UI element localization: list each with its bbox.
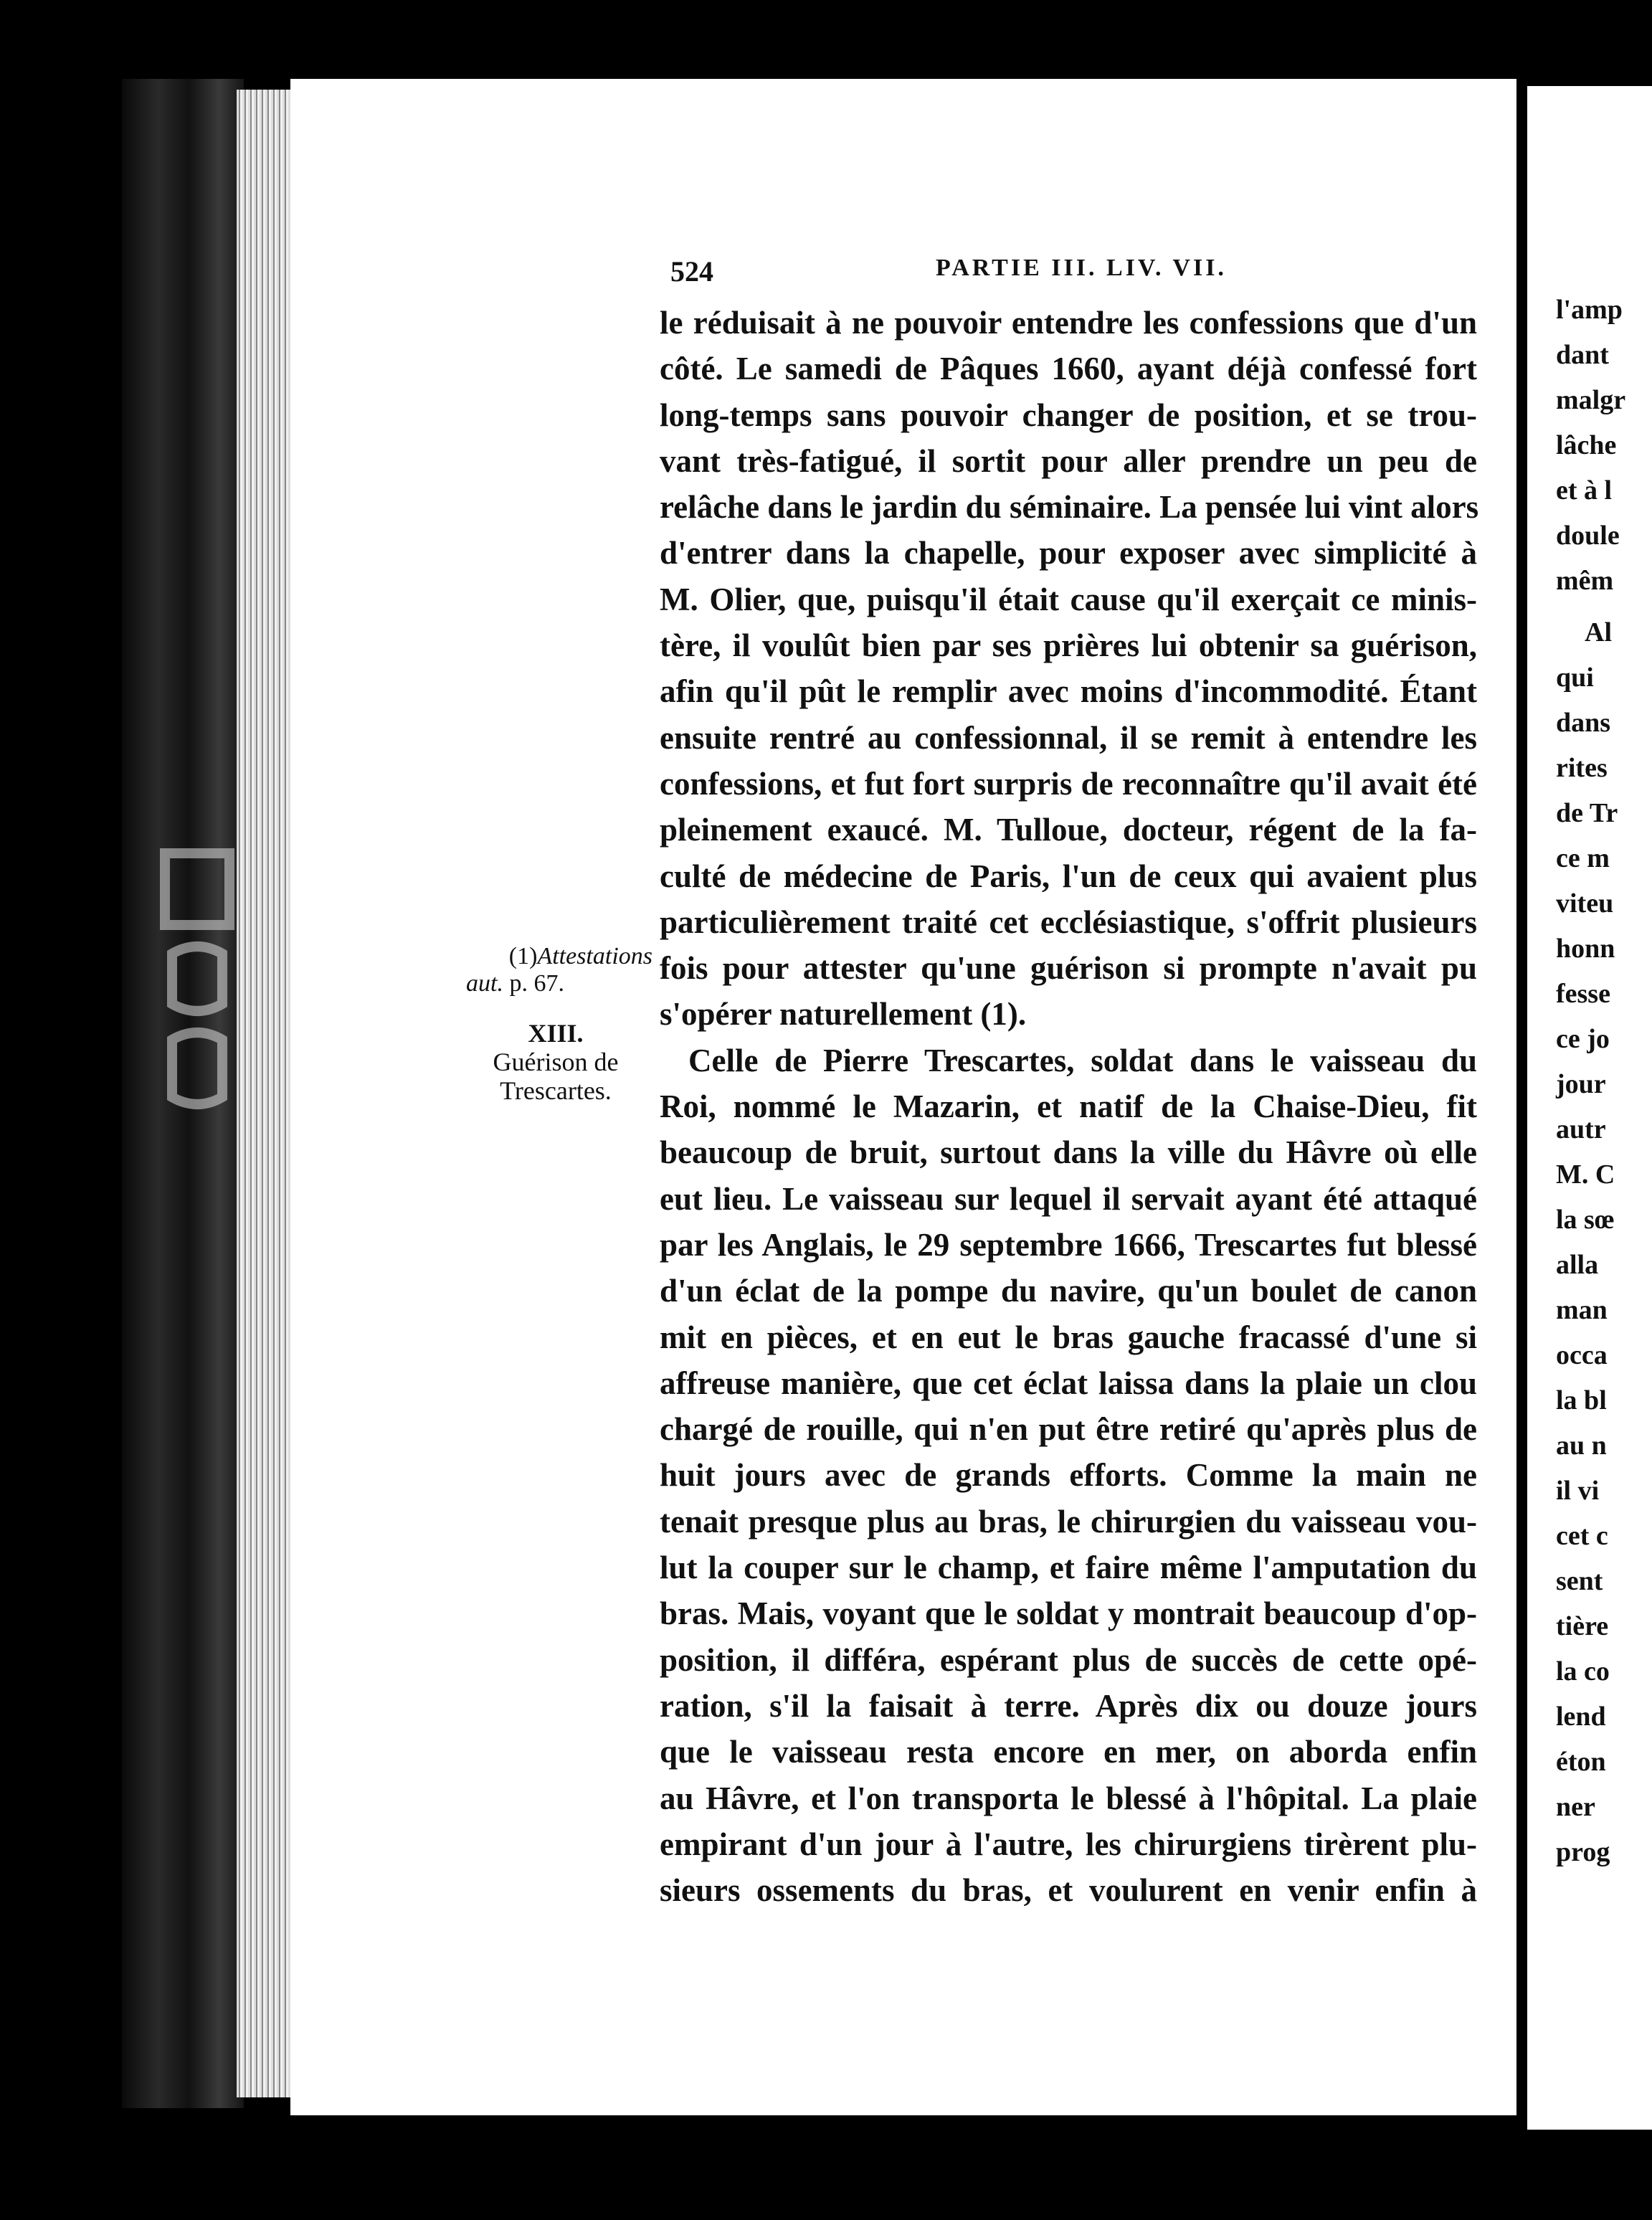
text-line: Roi, nommé le Mazarin, et natif de la Chaise-Dieu, fit xyxy=(660,1088,1477,1125)
text-line: eut lieu. Le vaisseau sur lequel il servait ayant été attaqué xyxy=(660,1180,1477,1217)
footnote-source: Attestations xyxy=(537,943,652,969)
facing-fragment: l'amp xyxy=(1556,295,1623,325)
facing-fragment: prog xyxy=(1556,1837,1610,1867)
facing-fragment: la co xyxy=(1556,1656,1610,1687)
text-line: chargé de rouille, qui n'en put être retiré qu'après plus de xyxy=(660,1411,1477,1448)
facing-fragment: au n xyxy=(1556,1431,1607,1461)
text-line: tenait presque plus au bras, le chirurgien du vaisseau vou- xyxy=(660,1503,1477,1540)
facing-fragment: éton xyxy=(1556,1747,1606,1777)
text-line: d'entrer dans la chapelle, pour exposer avec simplicité à xyxy=(660,535,1477,571)
facing-fragment: la sœ xyxy=(1556,1205,1615,1235)
facing-fragment: mêm xyxy=(1556,566,1614,596)
margin-notes xyxy=(459,943,652,1105)
text-line: long-temps sans pouvoir changer de position, et se trou- xyxy=(660,397,1477,433)
facing-fragment: man xyxy=(1556,1295,1608,1325)
facing-fragment: de Tr xyxy=(1556,798,1618,828)
text-line: sieurs ossements du bras, et voulurent en venir enfin à xyxy=(660,1872,1477,1909)
facing-fragment: dant xyxy=(1556,340,1609,370)
text-line: lut la couper sur le champ, et faire même l'amputation du xyxy=(660,1550,1477,1586)
text-line: relâche dans le jardin du séminaire. La pensée lui vint alors xyxy=(660,489,1479,526)
text-line: vant très-fatigué, il sortit pour aller prendre un peu de xyxy=(660,442,1477,479)
text-line: afin qu'il pût le remplir avec moins d'incommodité. Étant xyxy=(660,673,1477,710)
text-line: mit en pièces, et en eut le bras gauche fracassé d'une si xyxy=(660,1319,1477,1355)
section-title-line-2: Trescartes. xyxy=(500,1076,612,1105)
text-line: fois pour attester qu'une guérison si prompte n'avait pu xyxy=(660,950,1477,987)
facing-fragment: honn xyxy=(1556,934,1615,964)
text-line: Celle de Pierre Trescartes, soldat dans le vaisseau du xyxy=(688,1042,1477,1078)
facing-fragment: dans xyxy=(1556,708,1611,738)
facing-fragment: jour xyxy=(1556,1069,1606,1099)
footnote-reference xyxy=(459,943,652,970)
running-head xyxy=(670,255,1473,290)
facing-fragment: viteu xyxy=(1556,888,1614,919)
footnote-page: p. 67. xyxy=(509,970,564,997)
section-number: XIII. xyxy=(528,1019,584,1048)
facing-fragment: qui xyxy=(1556,663,1594,693)
text-line: pleinement exaucé. M. Tulloue, docteur, régent de la fa- xyxy=(660,812,1477,848)
text-line: position, il différa, espérant plus de succès de cette opé- xyxy=(660,1641,1477,1678)
facing-fragment: Al xyxy=(1585,617,1612,648)
text-line: par les Anglais, le 29 septembre 1666, Trescartes fut blessé xyxy=(660,1226,1477,1263)
text-line: s'opérer naturellement (1). xyxy=(660,996,1027,1033)
text-line: empirant d'un jour à l'autre, les chirurgiens tirèrent plu- xyxy=(660,1826,1477,1862)
facing-fragment: occa xyxy=(1556,1340,1608,1370)
library-stamp-icon xyxy=(158,846,237,1119)
facing-fragment: la bl xyxy=(1556,1385,1607,1415)
text-line: au Hâvre, et l'on transporta le blessé à l'hôpital. La plaie xyxy=(660,1780,1477,1816)
text-line: M. Olier, que, puisqu'il était cause qu'il exerçait ce minis- xyxy=(660,581,1477,617)
page-edges xyxy=(237,90,294,2097)
text-line: côté. Le samedi de Pâques 1660, ayant déjà confessé fort xyxy=(660,351,1477,387)
facing-fragment: alla xyxy=(1556,1250,1599,1280)
facing-fragment: ce jo xyxy=(1556,1024,1610,1054)
page-number: 524 xyxy=(670,255,713,288)
text-line: le réduisait à ne pouvoir entendre les confessions que d'un xyxy=(660,305,1477,341)
text-line: particulièrement traité cet ecclésiastique, s'offrit plusieurs xyxy=(660,903,1477,940)
facing-fragment: M. C xyxy=(1556,1159,1615,1190)
facing-fragment: lâche xyxy=(1556,430,1617,460)
text-line: d'un éclat de la pompe du navire, qu'un boulet de canon xyxy=(660,1273,1477,1309)
text-line: huit jours avec de grands efforts. Comme la main ne xyxy=(660,1457,1477,1494)
facing-fragment: ner xyxy=(1556,1792,1595,1822)
header-title: PARTIE III. LIV. VII. xyxy=(936,255,1227,281)
section-title-line-1: Guérison de xyxy=(493,1048,619,1076)
facing-fragment: autr xyxy=(1556,1114,1606,1144)
body-text xyxy=(660,300,1477,1913)
text-line: ensuite rentré au confessionnal, il se remit à entendre les xyxy=(660,719,1477,756)
facing-fragment: lend xyxy=(1556,1702,1606,1732)
footnote-reference-line-2 xyxy=(459,970,652,997)
text-line: beaucoup de bruit, surtout dans la ville du Hâvre où elle xyxy=(660,1134,1477,1171)
text-line: confessions, et fut fort surpris de reconnaître qu'il avait été xyxy=(660,765,1477,802)
text-line: culté de médecine de Paris, l'un de ceux qui avaient plus xyxy=(660,858,1477,894)
text-line: que le vaisseau resta encore en mer, on aborda enfin xyxy=(660,1734,1477,1770)
facing-page xyxy=(1527,86,1652,2130)
facing-fragment: et à l xyxy=(1556,475,1613,506)
footnote-marker: (1) xyxy=(508,943,538,969)
section-sidenote xyxy=(459,1019,652,1105)
footnote-abbrev: aut. xyxy=(466,970,503,997)
facing-fragment: cet c xyxy=(1556,1521,1608,1551)
facing-fragment: tière xyxy=(1556,1611,1609,1641)
text-line: affreuse manière, que cet éclat laissa dans la plaie un clou xyxy=(660,1365,1477,1401)
facing-fragment: sent xyxy=(1556,1566,1603,1596)
facing-fragment: rites xyxy=(1556,753,1608,783)
text-line: bras. Mais, voyant que le soldat y montrait beaucoup d'op- xyxy=(660,1595,1477,1632)
text-line: ration, s'il la faisait à terre. Après dix ou douze jours xyxy=(660,1687,1477,1724)
facing-fragment: fesse xyxy=(1556,979,1610,1009)
facing-fragment: malgr xyxy=(1556,385,1626,415)
facing-fragment: il vi xyxy=(1556,1476,1600,1506)
text-line: tère, il voulût bien par ses prières lui obtenir sa guérison, xyxy=(660,627,1477,664)
facing-fragment: doule xyxy=(1556,521,1620,551)
facing-fragment: ce m xyxy=(1556,843,1610,873)
